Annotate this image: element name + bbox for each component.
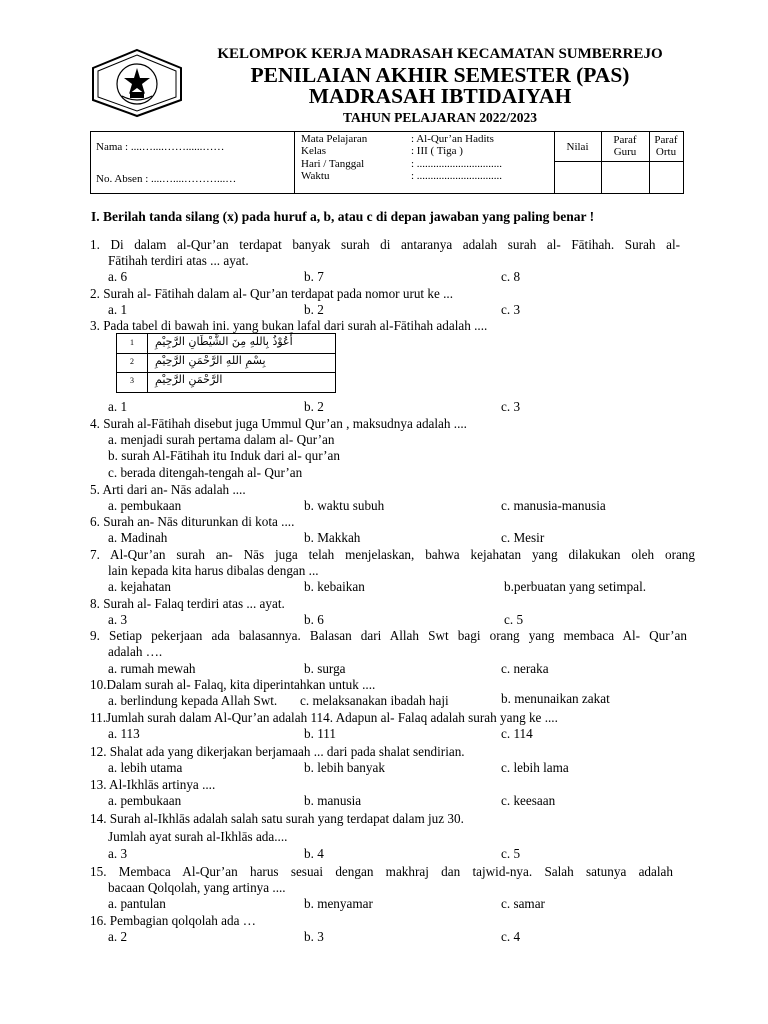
header-school-type: MADRASAH IBTIDAIYAH — [308, 84, 572, 108]
option-3b: b. 2 — [304, 399, 324, 414]
arabic-row-2-num: 2 — [130, 357, 134, 366]
option-12a: a. lebih utama — [108, 760, 183, 775]
student-info-table — [90, 131, 684, 194]
option-13a: a. pembukaan — [108, 793, 182, 808]
option-14c: c. 5 — [501, 846, 521, 861]
option-4c: c. berada ditengah-tengah al- Qur’an — [108, 465, 303, 480]
kelas-label: Kelas — [301, 145, 327, 157]
paraf-ortu-label-1: Paraf — [654, 134, 678, 146]
question-3: 3. Pada tabel di bawah ini. yang bukan lafal dari surah al-Fātihah adalah .... — [90, 318, 488, 333]
question-5: 5. Arti dari an- Nās adalah .... — [90, 482, 246, 497]
option-2b: b. 2 — [304, 302, 324, 317]
option-16b: b. 3 — [304, 929, 324, 944]
header-institution: KELOMPOK KERJA MADRASAH KECAMATAN SUMBERREJO — [217, 46, 663, 62]
option-6b: b. Makkah — [304, 530, 361, 545]
option-4a: a. menjadi surah pertama dalam al- Qur’an — [108, 432, 335, 447]
question-13: 13. Al-Ikhlās artinya .... — [90, 777, 216, 792]
option-8b: b. 6 — [304, 612, 324, 627]
option-12b: b. lebih banyak — [304, 760, 385, 775]
option-10a: a. berlindung kepada Allah Swt. — [108, 693, 278, 708]
mapel-value: : Al-Qur’an Hadits — [411, 133, 494, 145]
option-16c: c. 4 — [501, 929, 521, 944]
option-5a: a. pembukaan — [108, 498, 182, 513]
waktu-value: : ............................... — [411, 170, 503, 182]
option-3a: a. 1 — [108, 399, 128, 414]
question-7-line-2: lain kepada kita harus dibalas dengan ... — [108, 563, 319, 578]
header-exam-title: PENILAIAN AKHIR SEMESTER (PAS) — [250, 63, 630, 87]
absen-field: No. Absen : ....…....………...… — [96, 173, 237, 185]
question-6: 6. Surah an- Nās diturunkan di kota .... — [90, 514, 295, 529]
question-14-line-1: 14. Surah al-Ikhlās adalah salah satu surah yang terdapat dalam juz 30. — [90, 811, 464, 826]
option-6a: a. Madinah — [108, 530, 168, 545]
option-4b: b. surah Al-Fātihah itu Induk dari al- qur’an — [108, 448, 340, 463]
question-9-line-2: adalah …. — [108, 644, 163, 659]
option-15a: a. pantulan — [108, 896, 166, 911]
arabic-row-3-text: الرَّحْمَنِ الرَّحِيْمِ — [155, 373, 223, 386]
option-10b: c. melaksanakan ibadah haji — [300, 693, 449, 708]
question-2: 2. Surah al- Fātihah dalam al- Qur’an terdapat pada nomor urut ke ... — [90, 286, 454, 301]
paraf-guru-label-2: Guru — [613, 146, 637, 158]
waktu-label: Waktu — [301, 170, 330, 182]
option-5c: c. manusia-manusia — [501, 498, 606, 513]
question-10: 10.Dalam surah al- Falaq, kita diperintahkan untuk .... — [90, 677, 376, 692]
option-2c: c. 3 — [501, 302, 521, 317]
option-1a: a. 6 — [108, 269, 128, 284]
option-13b: b. manusia — [304, 793, 362, 808]
option-7a: a. kejahatan — [108, 579, 171, 594]
option-12c: c. lebih lama — [501, 760, 569, 775]
option-15b: b. menyamar — [304, 896, 373, 911]
arabic-row-1-text: أَعُوْذُ بِاللهِ مِنَ الشَّيْطَانِ الرَّجِيْمِ — [155, 335, 293, 348]
option-11b: b. 111 — [304, 726, 336, 741]
question-1-line-1: 1. Di dalam al-Qur’an terdapat banyak surah di antaranya adalah surah al- Fātihah. Surah al- — [90, 237, 680, 252]
option-6c: c. Mesir — [501, 530, 545, 545]
option-14a: a. 3 — [108, 846, 128, 861]
option-8c: c. 5 — [504, 612, 524, 627]
option-15c: c. samar — [501, 896, 545, 911]
nama-field: Nama : ....…....……......…… — [96, 141, 225, 153]
option-9a: a. rumah mewah — [108, 661, 196, 676]
question-11: 11.Jumlah surah dalam Al-Qur’an adalah 114. Adapun al- Falaq adalah surah yang ke .... — [90, 710, 558, 725]
arabic-row-3-num: 3 — [130, 376, 134, 385]
question-7-line-1: 7. Al-Qur’an surah an- Nās juga telah menjelaskan, bahwa kejahatan yang dilakukan oleh orang — [90, 547, 695, 562]
option-13c: c. keesaan — [501, 793, 556, 808]
option-7b: b. kebaikan — [304, 579, 365, 594]
option-5b: b. waktu subuh — [304, 498, 385, 513]
ministry-logo — [88, 48, 186, 118]
question-12: 12. Shalat ada yang dikerjakan berjamaah ... dari pada shalat sendirian. — [90, 744, 465, 759]
header-academic-year: TAHUN PELAJARAN 2022/2023 — [342, 110, 537, 125]
question-15-line-2: bacaan Qolqolah, yang artinya .... — [108, 880, 286, 895]
option-1c: c. 8 — [501, 269, 521, 284]
mapel-label: Mata Pelajaran — [301, 133, 368, 145]
question-1-line-2: Fātihah terdiri atas ... ayat. — [108, 253, 249, 268]
arabic-row-1 — [117, 334, 335, 354]
question-15-line-1: 15. Membaca Al-Qur’an harus sesuai dengan makhraj dan tajwid-nya. Salah satunya adalah — [90, 864, 673, 879]
option-9c: c. neraka — [501, 661, 549, 676]
option-16a: a. 2 — [108, 929, 128, 944]
option-8a: a. 3 — [108, 612, 128, 627]
nilai-label: Nilai — [566, 141, 589, 153]
hari-label: Hari / Tanggal — [301, 158, 365, 170]
question-14-line-2: Jumlah ayat surah al-Ikhlās ada.... — [108, 829, 288, 844]
question-9-line-1: 9. Setiap pekerjaan ada balasannya. Balasan dari Allah Swt bagi orang yang membaca Al- Qur’an — [90, 628, 687, 643]
arabic-row-1-num: 1 — [130, 338, 134, 347]
question-16: 16. Pembagian qolqolah ada … — [90, 913, 256, 928]
instruction: I. Berilah tanda silang (x) pada huruf a, b, atau c di depan jawaban yang paling benar ! — [91, 209, 595, 224]
arabic-row-2-text: بِسْمِ اللهِ الرَّحْمَنِ الرَّحِيْمِ — [155, 354, 266, 367]
kelas-value: : III ( Tiga ) — [411, 145, 463, 157]
question-8: 8. Surah al- Falaq terdiri atas ... ayat. — [90, 596, 285, 611]
option-9b: b. surga — [304, 661, 346, 676]
question-4: 4. Surah al-Fātihah disebut juga Ummul Qur’an , maksudnya adalah .... — [90, 416, 467, 431]
option-14b: b. 4 — [304, 846, 324, 861]
paraf-ortu-label-2: Ortu — [655, 146, 677, 158]
option-10c: b. menunaikan zakat — [501, 691, 610, 706]
hari-value: : ............................... — [411, 158, 503, 170]
option-11c: c. 114 — [501, 726, 533, 741]
option-1b: b. 7 — [304, 269, 324, 284]
option-7c: b.perbuatan yang setimpal. — [504, 579, 647, 594]
arabic-row-3 — [117, 372, 335, 391]
option-3c: c. 3 — [501, 399, 521, 414]
arabic-lafal-table — [116, 333, 336, 393]
arabic-row-2 — [117, 353, 335, 373]
paraf-guru-label-1: Paraf — [613, 134, 637, 146]
option-11a: a. 113 — [108, 726, 140, 741]
option-2a: a. 1 — [108, 302, 128, 317]
